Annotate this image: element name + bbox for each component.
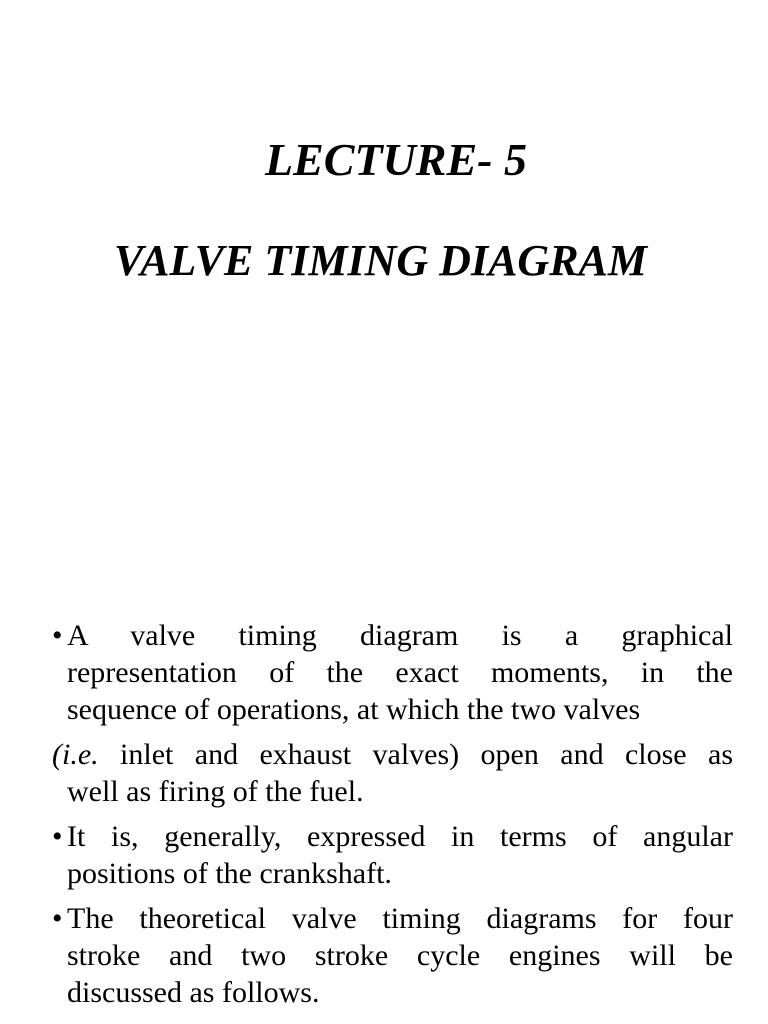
- bullet-icon: •: [52, 902, 63, 935]
- bullet-paragraph-definition: [52, 617, 733, 728]
- bullet-paragraph-theoretical: [52, 900, 733, 1011]
- continuation-paragraph: [52, 736, 733, 810]
- text-line: The theoretical valve timing diagrams for four: [67, 902, 733, 935]
- bullet-icon: •: [52, 619, 63, 652]
- bullet-icon: •: [52, 820, 63, 853]
- text-line: [52, 736, 733, 773]
- text-line: representation of the exact moments, in the: [67, 656, 733, 689]
- lecture-title: LECTURE- 5: [265, 134, 527, 185]
- text-line: discussed as follows.: [67, 976, 320, 1009]
- text-fragment: inlet and exhaust valves) open and close as: [98, 738, 733, 771]
- ie-abbreviation: (i.e.: [52, 738, 99, 771]
- text-line: A valve timing diagram is a graphical: [67, 619, 733, 652]
- text-line: well as firing of the fuel.: [67, 775, 364, 808]
- text-line: positions of the crankshaft.: [67, 857, 392, 890]
- body-content: [52, 617, 733, 1011]
- bullet-paragraph-crankshaft: [52, 818, 733, 892]
- text-line: stroke and two stroke cycle engines will be: [67, 939, 733, 972]
- text-line: sequence of operations, at which the two valves: [67, 693, 641, 726]
- lecture-subtitle: VALVE TIMING DIAGRAM: [114, 236, 648, 285]
- text-line: It is, generally, expressed in terms of angular: [67, 820, 733, 853]
